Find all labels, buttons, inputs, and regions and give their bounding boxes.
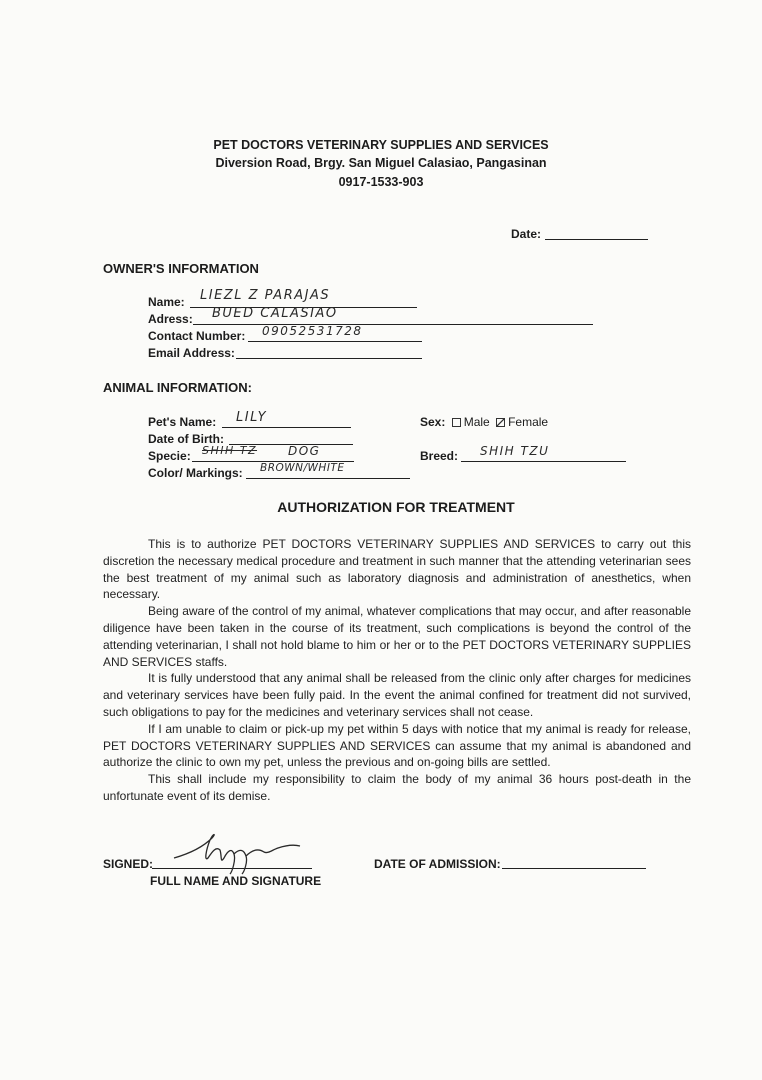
company-name: PET DOCTORS VETERINARY SUPPLIES AND SERVICES — [213, 138, 549, 152]
animal-section-title: ANIMAL INFORMATION: — [103, 380, 252, 395]
owner-contact-label: Contact Number: — [148, 329, 246, 343]
date-line — [545, 239, 648, 240]
signed-label: SIGNED: — [103, 857, 154, 871]
color-line — [246, 478, 410, 479]
date-admission-line — [502, 868, 646, 869]
dob-label: Date of Birth: — [148, 432, 224, 446]
authorization-title: AUTHORIZATION FOR TREATMENT — [277, 499, 515, 515]
authorization-paragraph: This is to authorize PET DOCTORS VETERINARY SUPPLIES AND SERVICES to carry out this discretion the necessary medical procedure and treatment in such manner that the attending veterinarian sees the best treatment of my animal such as laboratory diagnosis and administration of anesthetics, when necessary. — [103, 537, 691, 602]
owner-name-value: LIEZL Z PARAJAS — [200, 288, 331, 303]
authorization-paragraph: Being aware of the control of my animal, whatever complications that may occur, and after reasonable diligence have been taken in the course of its treatment, such complications is beyond the control of the attending veterinarian, I shall not hold blame to him or her or to the PET DOCTORS VETERINARY SUPPLIES AND SERVICES staffs. — [103, 604, 691, 669]
authorization-paragraph: It is fully understood that any animal shall be released from the clinic only after charges for medicines and veterinary services have been fully paid. In the event the animal confined for treatment did not survived, such obligations to pay for the medicines and veterinary services shall not cease. — [103, 671, 691, 719]
company-address: Diversion Road, Brgy. San Miguel Calasiao, Pangasinan — [215, 156, 547, 170]
owner-contact-value: 09052531728 — [262, 324, 363, 338]
owner-email-label: Email Address: — [148, 346, 235, 360]
date-label: Date: — [511, 227, 542, 241]
owner-section-title: OWNER'S INFORMATION — [103, 261, 259, 276]
female-option-label: Female — [508, 415, 549, 429]
owner-address-line — [193, 324, 593, 325]
company-phone: 0917-1533-903 — [338, 175, 424, 189]
color-value: BROWN/WHITE — [260, 462, 345, 474]
specie-label: Specie: — [148, 449, 191, 463]
owner-email-line — [236, 358, 422, 359]
authorization-paragraph: This shall include my responsibility to claim the body of my animal 36 hours post-death in the unfortunate event of its demise. — [103, 772, 691, 803]
pet-name-value: LILY — [236, 410, 268, 425]
owner-name-label: Name: — [148, 295, 185, 309]
female-checkbox[interactable] — [496, 418, 505, 427]
breed-label: Breed: — [420, 449, 459, 463]
authorization-body — [103, 536, 691, 805]
specie-struck-value: SHIH TZ — [202, 444, 258, 457]
full-name-label: FULL NAME AND SIGNATURE — [150, 874, 322, 888]
male-checkbox[interactable] — [452, 418, 461, 427]
date-admission-label: DATE OF ADMISSION: — [374, 857, 501, 871]
breed-line — [461, 461, 626, 462]
breed-value: SHIH TZU — [480, 444, 550, 458]
pet-name-line — [222, 427, 351, 428]
specie-value: DOG — [288, 444, 321, 458]
authorization-paragraph: If I am unable to claim or pick-up my pet within 5 days with notice that my animal is ready for release, PET DOCTORS VETERINARY SUPPLIES AND SERVICES can assume that my animal is abandoned and authorize the clinic to own my pet, unless the previous and on-going bills are settled. — [103, 721, 691, 770]
owner-contact-line — [248, 341, 422, 342]
sex-field — [420, 415, 548, 429]
male-option-label: Male — [463, 415, 490, 429]
sex-label: Sex: — [420, 415, 446, 429]
owner-address-value: BUED CALASIAO — [212, 306, 338, 321]
color-label: Color/ Markings: — [148, 466, 243, 480]
owner-address-label: Adress: — [148, 312, 193, 326]
handwritten-signature — [168, 828, 308, 878]
pet-name-label: Pet's Name: — [148, 415, 217, 429]
